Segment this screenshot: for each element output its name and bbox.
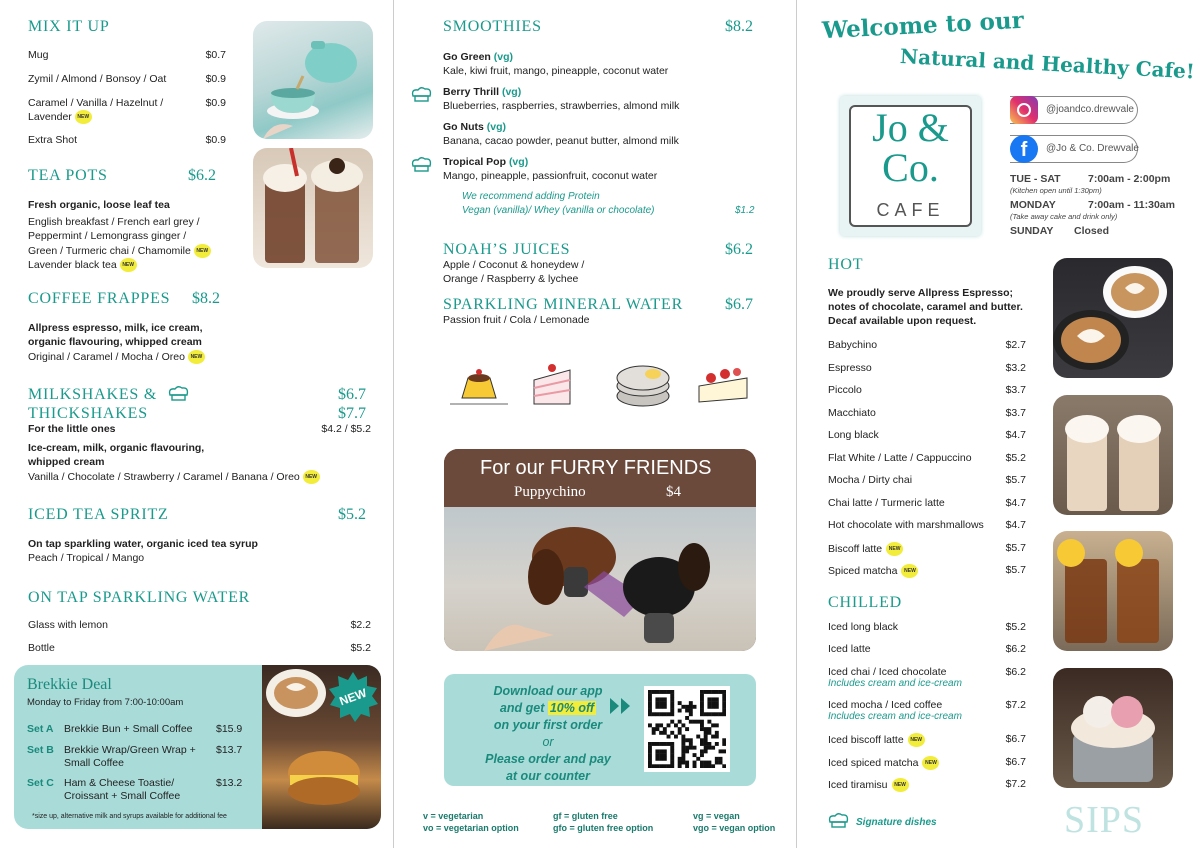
latte-art-photo: [1053, 258, 1173, 378]
hot-price: $5.7: [1005, 564, 1026, 576]
iced-coffee-photo: [1053, 395, 1173, 515]
set-price: $15.9: [216, 723, 243, 735]
brekkie-deal-box: [14, 665, 381, 829]
protein-options: Vegan (vanilla)/ Whey (vanilla or chocolate): [462, 205, 655, 216]
tea-pots-line: English breakfast / French earl grey /: [28, 216, 200, 228]
chilled-item-note: Includes cream and ice-cream: [828, 711, 962, 722]
chilled-title: CHILLED: [828, 594, 903, 611]
welcome-line2: Natural and Healthy Cafe!: [899, 44, 1196, 84]
teapot-illustration: [253, 21, 373, 139]
chilled-item: Iced chai / Iced chocolate: [828, 666, 947, 678]
on-tap-title: ON TAP SPARKLING WATER: [28, 589, 251, 606]
menu-price: $0.9: [205, 97, 226, 109]
tea-pots-line: Lavender black tea NEW: [28, 258, 137, 272]
tea-pots-line: Green / Turmeric chai / Chamomile NEW: [28, 244, 211, 258]
qr-code-icon: [648, 690, 726, 768]
smoothie-desc: Banana, cacao powder, peanut butter, almond milk: [443, 135, 679, 147]
juices-line: Apple / Coconut & honeydew /: [443, 259, 585, 271]
hot-price: $3.2: [1005, 361, 1026, 374]
tiramisu-illustration: [1053, 668, 1173, 788]
promo-line: at our counter: [505, 769, 591, 783]
hot-item: Piccolo: [828, 384, 862, 396]
hot-price: $3.7: [1005, 384, 1026, 396]
tiramisu-photo: [1053, 668, 1173, 788]
set-name-line2: Croissant + Small Coffee: [64, 790, 181, 802]
promo-line: or: [542, 735, 554, 749]
legend-item: vg = vegan: [693, 811, 740, 821]
set-label: Set C: [27, 777, 54, 789]
set-price: $13.7: [216, 744, 243, 756]
chilled-price: $5.2: [1005, 621, 1026, 633]
new-badge: NEW: [901, 564, 918, 578]
chilled-item: Iced tiramisu NEW: [828, 778, 909, 792]
puppychino-price: $4: [666, 484, 681, 500]
dog-photo: [444, 507, 756, 651]
little-ones-label: For the little ones: [28, 423, 116, 435]
hot-item: Espresso: [828, 361, 872, 374]
discount-highlight: 10% off: [549, 701, 595, 715]
sparkling-title: SPARKLING MINERAL WATER: [443, 296, 684, 313]
hot-item: Hot chocolate with marshmallows: [828, 519, 984, 531]
sparkling-line: Passion fruit / Cola / Lemonade: [443, 314, 590, 326]
milkshakes-desc: whipped cream: [28, 456, 105, 468]
smoothie-desc: Kale, kiwi fruit, mango, pineapple, coconut water: [443, 65, 669, 77]
legend-item: gfo = gluten free option: [553, 823, 654, 833]
protein-note: We recommend adding Protein: [462, 191, 600, 202]
new-badge: NEW: [892, 778, 909, 792]
iced-tea-photo: [1053, 531, 1173, 651]
promo-line: Please order and pay: [485, 752, 611, 766]
menu-price: $0.9: [205, 73, 226, 85]
chilled-price: $6.7: [1005, 733, 1026, 745]
menu-price: $0.7: [205, 49, 226, 61]
menu-item: Extra Shot: [28, 134, 78, 146]
legend-item: vo = vegetarian option: [423, 823, 519, 833]
set-name-line2: Small Coffee: [64, 757, 124, 769]
new-badge: NEW: [886, 542, 903, 556]
tea-pots-line: Peppermint / Lemongrass ginger /: [28, 230, 187, 242]
frappes-options: Original / Caramel / Mocha / Oreo NEW: [28, 350, 205, 364]
pancakes-icon: [617, 366, 669, 406]
menu-item: Zymil / Almond / Bonsoy / Oat: [28, 73, 167, 85]
hot-price: $3.7: [1005, 406, 1026, 419]
sparkling-price: $6.7: [725, 296, 753, 313]
chilled-item: Iced mocha / Iced coffee: [828, 699, 943, 711]
hot-item: Long black: [828, 429, 879, 441]
hot-desc: Decaf available upon request.: [828, 315, 977, 327]
iced-tea-options: Peach / Tropical / Mango: [28, 552, 145, 564]
iced-tea-spritz-title: ICED TEA SPRITZ: [28, 506, 169, 523]
furry-friends-card: [444, 449, 756, 651]
promo-line: on your first order: [493, 718, 603, 732]
chilled-item: Iced latte: [828, 643, 871, 655]
teapot-photo: [253, 21, 373, 139]
hot-desc: We proudly serve Allpress Espresso;: [828, 287, 1013, 299]
hot-item: Chai latte / Turmeric latte: [828, 496, 945, 509]
smoothie-name: Tropical Pop (vg): [443, 156, 529, 168]
coffee-frappes-price: $8.2: [192, 290, 220, 307]
hot-price: $2.7: [1005, 339, 1026, 351]
smoothie-name: Berry Thrill (vg): [443, 86, 522, 98]
chef-hat-icon: [409, 156, 435, 174]
menu-price: $5.2: [350, 642, 371, 654]
logo-co: Co.: [882, 145, 939, 190]
hot-price: $5.2: [1005, 451, 1026, 464]
thickshakes-title: THICKSHAKES: [28, 405, 148, 422]
chilled-item: Iced long black: [828, 621, 899, 633]
mix-it-up-title: MIX IT UP: [28, 18, 110, 35]
chilled-price: $6.7: [1005, 756, 1026, 768]
instagram-icon: [1010, 96, 1038, 124]
milkshake-photo: [253, 148, 373, 268]
new-starburst: [327, 671, 379, 723]
iced-tea-desc: On tap sparkling water, organic iced tea syrup: [28, 538, 258, 550]
logo-cafe: CAFE: [876, 200, 945, 220]
smoothies-title: SMOOTHIES: [443, 18, 542, 35]
tea-pots-price: $6.2: [188, 167, 216, 184]
menu-price: $0.9: [205, 134, 226, 146]
set-name: Ham & Cheese Toastie/: [64, 777, 175, 789]
puppychino-label: Puppychino: [514, 484, 586, 500]
hot-price: $4.7: [1005, 519, 1026, 531]
pudding-icon: [450, 369, 508, 404]
chilled-price: $6.2: [1005, 643, 1026, 655]
hours-time: 7:00am - 11:30am: [1088, 199, 1175, 211]
milkshakes-desc: Ice-cream, milk, organic flavouring,: [28, 442, 205, 454]
frappes-desc: organic flavouring, whipped cream: [28, 336, 202, 348]
chilled-item-note: Includes cream and ice-cream: [828, 678, 962, 689]
promo-line: and get 10% off: [499, 701, 595, 715]
promo-line: Download our app: [493, 684, 603, 698]
set-price: $13.2: [216, 777, 243, 789]
iced-coffee-illustration: [1053, 395, 1173, 515]
legend-item: gf = gluten free: [553, 811, 618, 821]
chef-hat-icon: [166, 385, 192, 403]
brekkie-title: Brekkie Deal: [27, 676, 112, 693]
signature-label: Signature dishes: [856, 817, 937, 828]
new-badge: NEW: [188, 350, 205, 364]
smoothie-desc: Mango, pineapple, passionfruit, coconut water: [443, 170, 658, 182]
hot-price: $4.7: [1005, 496, 1026, 509]
furry-title: For our FURRY FRIENDS: [480, 457, 712, 479]
hot-item: Spiced matcha NEW: [828, 564, 918, 578]
chilled-price: $7.2: [1005, 699, 1026, 711]
new-badge: NEW: [922, 756, 939, 770]
hot-item: Mocha / Dirty chai: [828, 474, 913, 486]
juices-line: Orange / Raspberry & lychee: [443, 273, 579, 285]
new-badge: NEW: [120, 258, 137, 272]
hot-item: Biscoff latte NEW: [828, 542, 903, 556]
coffee-frappes-title: COFFEE FRAPPES: [28, 290, 171, 307]
protein-price: $1.2: [735, 205, 755, 216]
dessert-illustrations: [450, 358, 760, 418]
smoothie-name: Go Nuts (vg): [443, 121, 507, 133]
set-label: Set A: [27, 723, 54, 735]
facebook-icon: f: [1010, 135, 1038, 163]
hours-time: Closed: [1074, 225, 1110, 237]
new-starburst-label: NEW: [337, 685, 369, 709]
milkshakes-options: Vanilla / Chocolate / Strawberry / Caramel / Banana / Oreo NEW: [28, 470, 320, 484]
chef-hat-icon: [409, 86, 435, 104]
iced-tea-spritz-price: $5.2: [338, 506, 366, 523]
menu-panel-middle: [395, 0, 797, 848]
hours-day: SUNDAY: [1010, 225, 1054, 237]
menu-item: Glass with lemon: [28, 619, 108, 631]
app-promo-box: [444, 674, 756, 786]
juices-price: $6.2: [725, 241, 753, 258]
hours-note: (Take away cake and drink only): [1010, 212, 1118, 221]
hours-time: 7:00am - 2:00pm: [1088, 173, 1171, 185]
menu-item: Caramel / Vanilla / Hazelnut /: [28, 97, 164, 109]
tea-pots-desc: Fresh organic, loose leaf tea: [28, 199, 170, 211]
hot-title: HOT: [828, 256, 864, 273]
smoothie-desc: Blueberries, raspberries, strawberries, almond milk: [443, 100, 680, 112]
chef-hat-icon: [826, 812, 852, 830]
set-name: Brekkie Bun + Small Coffee: [64, 723, 193, 735]
arrow-right-icon: [610, 698, 632, 714]
chilled-price: $7.2: [1005, 778, 1026, 790]
tea-pots-title: TEA POTS: [28, 167, 108, 184]
logo-jo: Jo &: [872, 105, 949, 150]
hours-note: (Kitchen open until 1:30pm): [1010, 186, 1102, 195]
welcome-line1: Welcome to our: [821, 6, 1025, 45]
chilled-item: Iced spiced matcha NEW: [828, 756, 939, 770]
menu-panel-left: [0, 0, 394, 848]
hot-desc: notes of chocolate, caramel and butter.: [828, 301, 1023, 313]
set-name: Brekkie Wrap/Green Wrap +: [64, 744, 196, 756]
hot-item: Macchiato: [828, 406, 876, 419]
new-badge: NEW: [908, 733, 925, 747]
milkshake-price: $6.7: [338, 386, 366, 403]
sips-watermark: SIPS: [1064, 799, 1145, 841]
smoothies-price: $8.2: [725, 18, 753, 35]
legend-item: vgo = vegan option: [693, 823, 776, 833]
hours-day: MONDAY: [1010, 199, 1056, 211]
milkshakes-title: MILKSHAKES &: [28, 386, 158, 403]
smoothie-name: Go Green (vg): [443, 51, 514, 63]
thickshake-price: $7.7: [338, 405, 366, 422]
chilled-price: $6.2: [1005, 666, 1026, 678]
brekkie-subtitle: Monday to Friday from 7:00-10:00am: [27, 697, 184, 708]
legend-item: v = vegetarian: [423, 811, 484, 821]
brekkie-note: *size up, alternative milk and syrups available for additional fee: [32, 813, 227, 820]
menu-item-line2: Lavender NEW: [28, 110, 92, 124]
hours-day: TUE - SAT: [1010, 173, 1061, 185]
new-badge: NEW: [303, 470, 320, 484]
menu-panel-right: [798, 0, 1200, 848]
menu-item: Mug: [28, 49, 49, 61]
hot-price: $5.7: [1005, 541, 1026, 554]
little-ones-price: $4.2 / $5.2: [321, 423, 371, 435]
juices-title: NOAH’S JUICES: [443, 241, 571, 258]
facebook-handle[interactable]: @Jo & Co. Drewvale: [1046, 143, 1139, 154]
frappes-desc: Allpress espresso, milk, ice cream,: [28, 322, 203, 334]
milkshake-illustration: [253, 148, 373, 268]
hot-price: $4.7: [1005, 429, 1026, 441]
hot-item: Flat White / Latte / Cappuccino: [828, 451, 972, 464]
cafe-logo: [840, 96, 981, 236]
cake-slice-icon: [534, 364, 570, 404]
menu-price: $2.2: [350, 619, 371, 631]
cheesecake-icon: [699, 368, 747, 402]
latte-illustration: [1053, 258, 1173, 378]
dogs-illustration: [444, 507, 756, 651]
instagram-handle[interactable]: @joandco.drewvale: [1046, 104, 1134, 115]
iced-tea-illustration: [1053, 531, 1173, 651]
menu-item: Bottle: [28, 642, 55, 654]
set-label: Set B: [27, 744, 54, 756]
hot-item: Babychino: [828, 339, 878, 351]
hot-price: $5.7: [1005, 474, 1026, 486]
qr-code[interactable]: [644, 686, 730, 772]
new-badge: NEW: [194, 244, 211, 258]
new-badge: NEW: [75, 110, 92, 124]
chilled-item: Iced biscoff latte NEW: [828, 733, 925, 747]
